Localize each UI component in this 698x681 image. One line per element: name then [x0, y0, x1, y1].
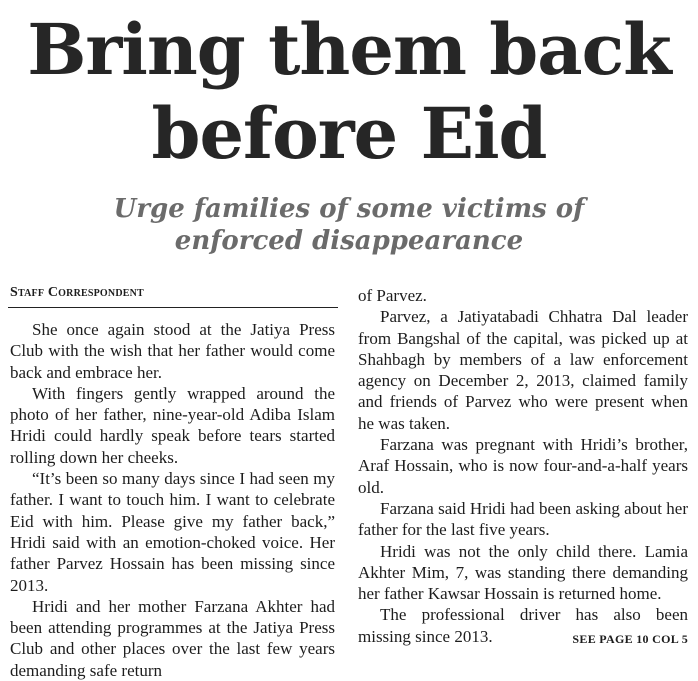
headline	[0, 8, 698, 176]
paragraph-continued: of Parvez.	[358, 286, 427, 305]
paragraph-text: The professional driver has also been missing since 2013.	[358, 605, 688, 646]
subheadline	[0, 193, 698, 257]
byline-rule	[8, 307, 338, 308]
paragraph: Hridi and her mother Farzana Akhter had been attending programmes at the Jatiya Press Club and other places over the last few years demanding safe return	[10, 596, 335, 680]
byline: Staff Correspondent	[10, 285, 144, 300]
article-column-1	[10, 319, 335, 681]
subheadline-line-2: enforced disappearance	[174, 226, 524, 256]
paragraph: Farzana was pregnant with Hridi’s brother, Araf Hossain, who is now four-and-a-half years old.	[358, 435, 688, 497]
paragraph: Farzana said Hridi had been asking about her father for the last five years.	[358, 498, 688, 540]
paragraph: Parvez, a Jatiyatabadi Chhatra Dal leader from Bangshal of the capital, was picked up at Shahbagh by members of a law enforcement agency on December 2, 2013, claimed family and friends of Parvez who were present when he was taken.	[358, 307, 688, 433]
subheadline-line-1: Urge families of some victims of	[113, 194, 585, 224]
continuation-jump-line: SEE PAGE 10 COL 5	[572, 631, 688, 646]
headline-line-1: Bring them back	[27, 8, 671, 91]
paragraph-last	[358, 604, 688, 647]
paragraph: With fingers gently wrapped around the photo of her father, nine-year-old Adiba Islam Hridi could hardly speak before tears started rolling down her cheeks.	[10, 383, 335, 467]
paragraph: She once again stood at the Jatiya Press Club with the wish that her father would come back and embrace her.	[10, 320, 335, 382]
article-column-2	[358, 285, 688, 650]
paragraph: “It’s been so many days since I had seen my father. I want to touch him. I want to celebrate Eid with him. Please give my father back,” Hridi said with an emotion-choked voice. Her father Parvez Hossain has been missing since 2013.	[10, 469, 335, 595]
headline-line-2: before Eid	[151, 92, 547, 175]
paragraph: Hridi was not the only child there. Lamia Akhter Mim, 7, was standing there demanding her father Kawsar Hossain is returned home.	[358, 541, 688, 604]
